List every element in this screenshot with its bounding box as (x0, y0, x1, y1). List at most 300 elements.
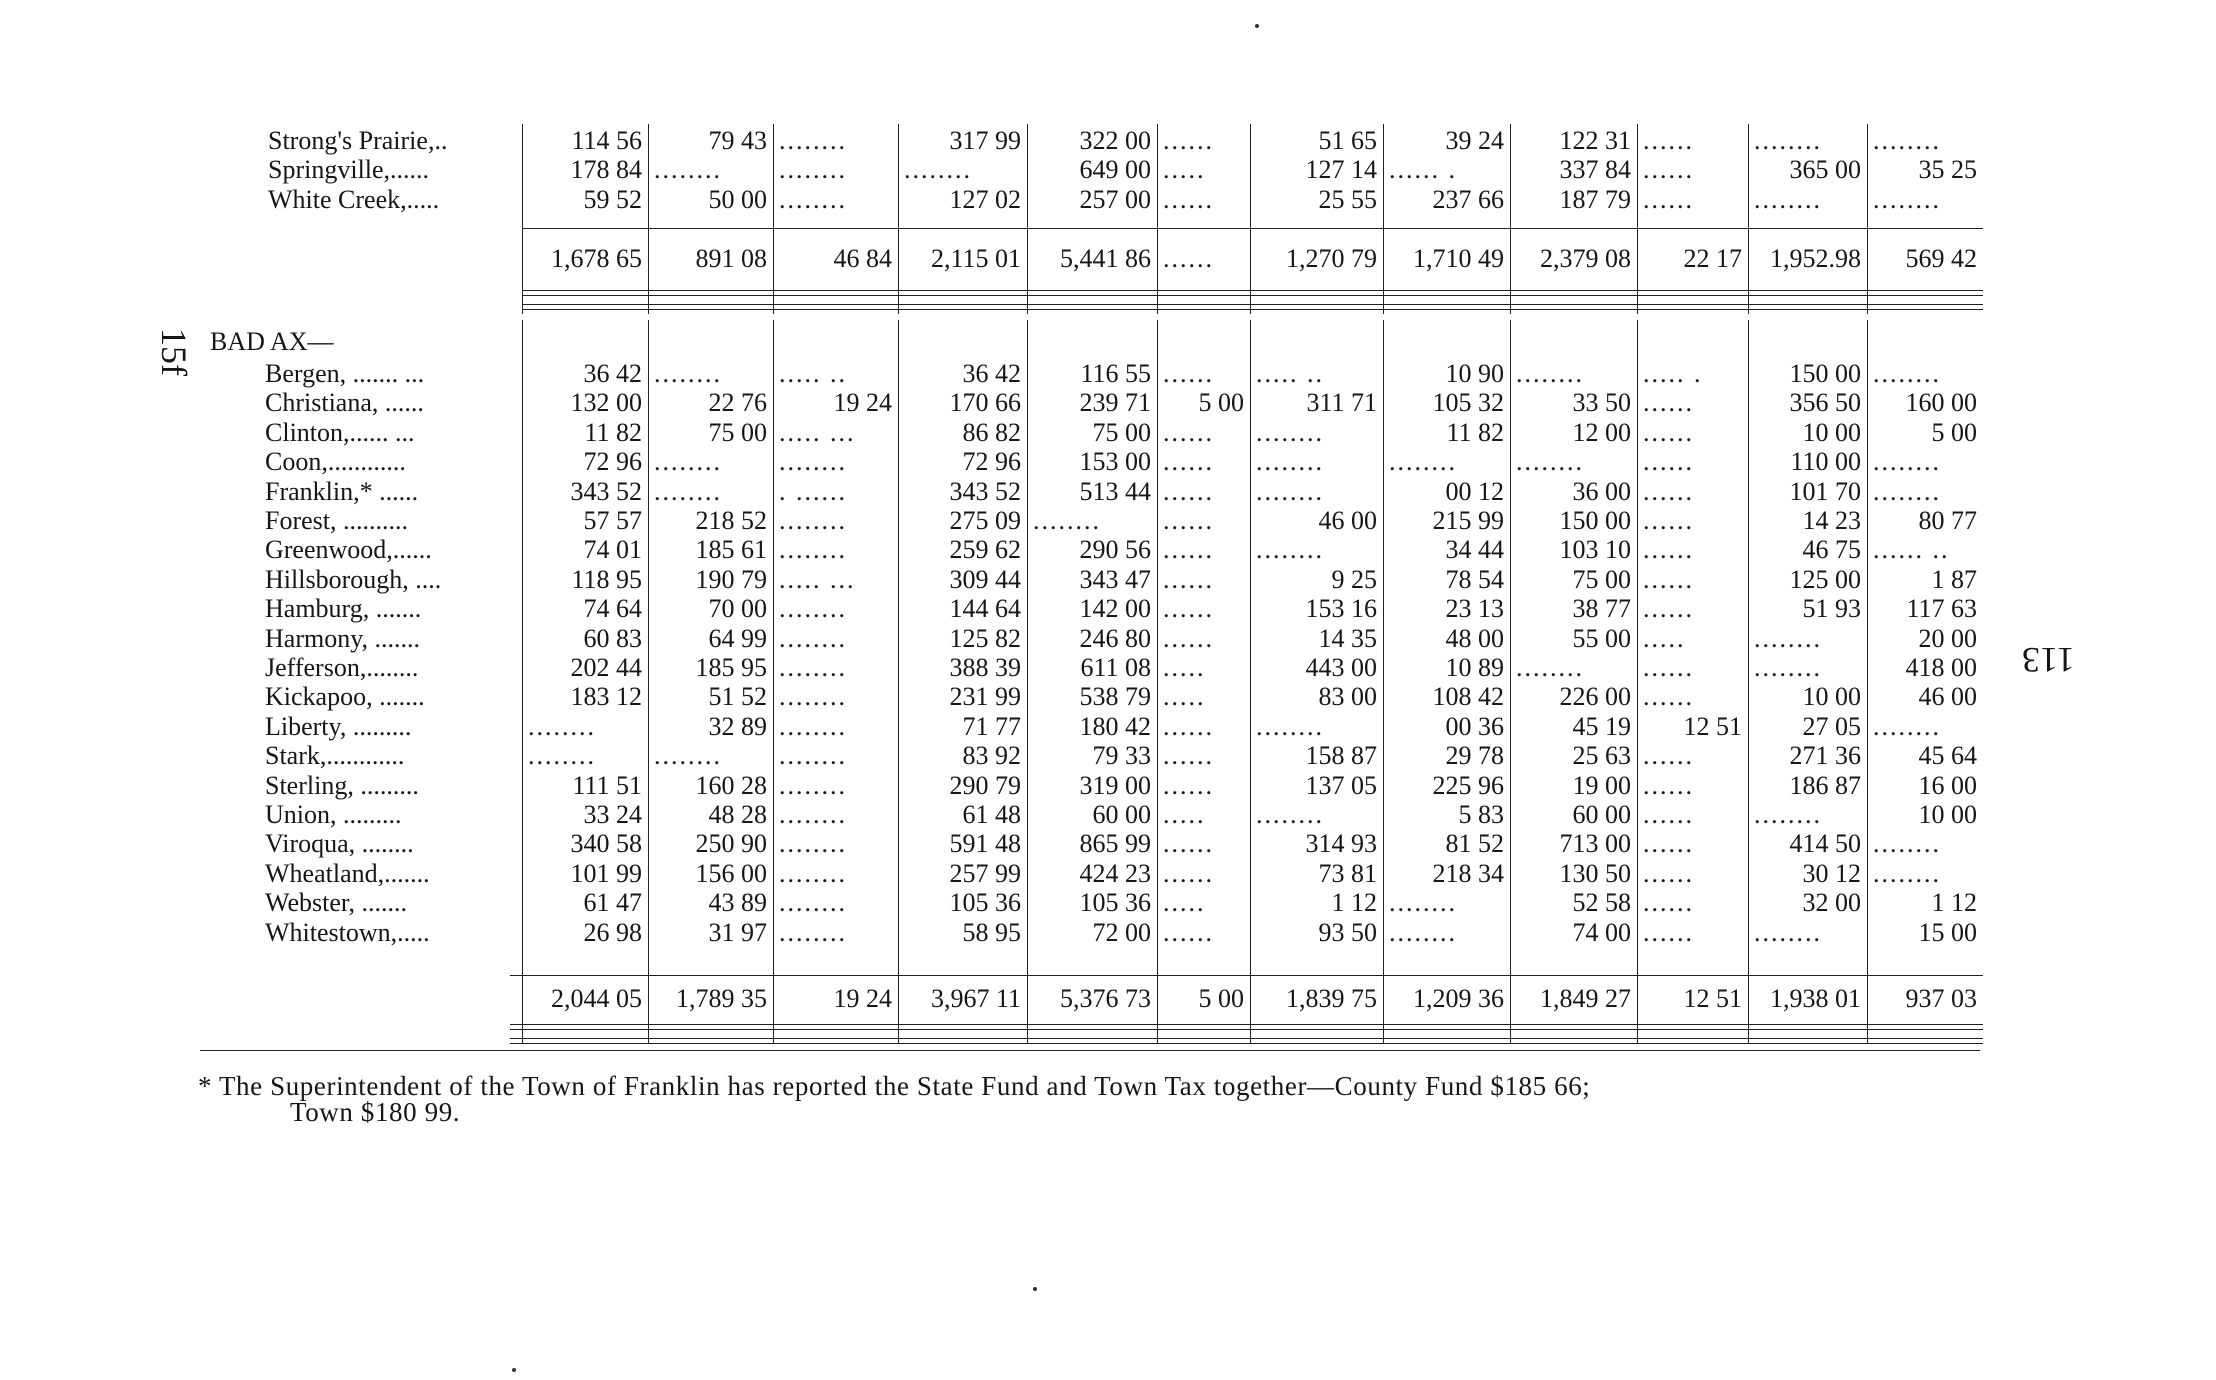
table-cell: ........ (1033, 506, 1101, 535)
table-cell: ........ (528, 711, 596, 741)
table-cell: ...... (1163, 535, 1214, 565)
table-cell: ...... (1163, 770, 1214, 800)
table-cell: 418 00 (1905, 653, 1977, 682)
table-cell: 443 00 (1305, 653, 1377, 682)
table-cell: 538 79 (1079, 682, 1151, 712)
town-name: Coon,............ (265, 447, 406, 477)
column-rule (1867, 320, 1868, 1044)
table-cell: ...... (1643, 888, 1694, 918)
table-cell: ........ (1754, 623, 1822, 653)
table-cell: ........ (1256, 711, 1324, 741)
table-cell: ........ (779, 447, 847, 477)
table-cell: 61 48 (962, 800, 1021, 829)
print-speck (1033, 1287, 1037, 1291)
column-rule (1637, 124, 1638, 314)
table-cell: ...... (1163, 184, 1214, 214)
column-rule (1250, 320, 1251, 1044)
table-cell: 00 12 (1445, 476, 1504, 506)
table-cell: 75 00 (1092, 417, 1151, 447)
table-cell: 32 89 (708, 711, 767, 741)
double-rule (510, 1038, 1983, 1044)
table-cell: 33 50 (1572, 388, 1631, 418)
table-cell: 58 95 (962, 917, 1021, 947)
table-cell: ........ (1754, 184, 1822, 214)
column-rule (1383, 124, 1384, 314)
double-rule (522, 304, 1983, 310)
table-cell: ........ (779, 770, 847, 800)
table-cell: 19 24 (833, 388, 892, 418)
table-cell: ..... (1643, 623, 1686, 653)
table-cell: 343 52 (949, 476, 1021, 506)
table-cell: 343 52 (570, 476, 642, 506)
table-cell: 185 95 (695, 653, 767, 682)
table-cell: 187 79 (1559, 184, 1631, 214)
table-cell: ...... (1163, 917, 1214, 947)
column-rule (1510, 320, 1511, 1044)
table-cell: ........ (1516, 359, 1584, 388)
table-cell: 46 75 (1802, 535, 1861, 565)
column-rule (1748, 124, 1749, 314)
town-name: Harmony, ....... (265, 623, 421, 653)
table-cell: 271 36 (1789, 741, 1861, 771)
table-cell: ........ (779, 126, 847, 155)
town-name: Liberty, ......... (265, 711, 412, 741)
table-cell: ........ (1256, 417, 1324, 447)
table-cell: ........ (654, 447, 722, 477)
table-cell: ........ (1873, 476, 1941, 506)
table-cell: 5 00 (1198, 388, 1244, 418)
total-cell: 1,789 35 (676, 984, 767, 1013)
table-cell: 11 82 (1446, 417, 1504, 447)
table-cell: 114 56 (571, 126, 642, 155)
table-cell: 183 12 (570, 682, 642, 712)
table-cell: ...... .. (1873, 535, 1950, 565)
table-cell: 79 33 (1092, 741, 1151, 771)
table-cell: ..... (1163, 653, 1206, 682)
table-cell: 36 42 (962, 359, 1021, 388)
table-cell: ..... (1163, 888, 1206, 918)
table-cell: 60 00 (1092, 800, 1151, 829)
column-rule (648, 124, 649, 314)
table-cell: 340 58 (570, 829, 642, 859)
table-cell: 649 00 (1079, 155, 1151, 185)
table-cell: 186 87 (1789, 770, 1861, 800)
column-rule (522, 124, 523, 314)
total-cell: 46 84 (833, 244, 892, 273)
total-cell: 1,839 75 (1286, 984, 1377, 1013)
column-rule (1383, 320, 1384, 1044)
table-cell: 322 00 (1079, 126, 1151, 155)
table-cell: ...... (1643, 682, 1694, 712)
double-rule (522, 290, 1983, 296)
table-cell: 22 76 (708, 388, 767, 418)
table-cell: 513 44 (1079, 476, 1151, 506)
total-cell: 5,441 86 (1060, 244, 1151, 273)
total-cell: 2,044 05 (551, 984, 642, 1013)
town-name: Springville,...... (268, 155, 430, 185)
print-speck (512, 1368, 516, 1372)
table-cell: 713 00 (1559, 829, 1631, 859)
table-cell: ........ (1389, 888, 1457, 918)
table-cell: 160 00 (1905, 388, 1977, 418)
table-cell: ........ (779, 682, 847, 712)
county-heading: BAD AX— (210, 327, 334, 356)
table-cell: 144 64 (949, 594, 1021, 624)
table-cell: ........ (654, 476, 722, 506)
table-cell: 202 44 (570, 653, 642, 682)
table-cell: 33 24 (583, 800, 642, 829)
table-cell: ...... (1163, 359, 1214, 388)
table-cell: 70 00 (708, 594, 767, 624)
table-cell: 81 52 (1445, 829, 1504, 859)
table-cell: 5 83 (1458, 800, 1504, 829)
table-cell: ........ (1256, 476, 1324, 506)
total-cell: 1,938 01 (1770, 984, 1861, 1013)
table-cell: 125 00 (1789, 564, 1861, 594)
table-cell: 74 01 (583, 535, 642, 565)
table-cell: 237 66 (1432, 184, 1504, 214)
table-cell: 1 87 (1931, 564, 1977, 594)
table-cell: 32 00 (1802, 888, 1861, 918)
table-cell: ........ (1873, 126, 1941, 155)
table-cell: 26 98 (583, 917, 642, 947)
column-rule (1510, 124, 1511, 314)
table-cell: 125 82 (949, 623, 1021, 653)
table-cell: ........ (779, 623, 847, 653)
table-cell: ..... ... (779, 564, 856, 594)
table-cell: 110 00 (1790, 447, 1861, 477)
table-cell: 74 64 (583, 594, 642, 624)
table-cell: 231 99 (949, 682, 1021, 712)
table-cell: 75 00 (1572, 564, 1631, 594)
table-cell: 10 90 (1445, 359, 1504, 388)
town-name: Strong's Prairie,.. (268, 126, 448, 155)
table-cell: 75 00 (708, 417, 767, 447)
table-cell: ...... (1643, 447, 1694, 477)
table-cell: ...... . (1389, 155, 1457, 185)
table-cell: ........ (779, 888, 847, 918)
table-cell: 57 57 (583, 506, 642, 535)
town-name: Bergen, ....... ... (265, 359, 425, 388)
total-cell: 1,678 65 (551, 244, 642, 273)
table-cell: ..... (1163, 800, 1206, 829)
table-cell: 12 51 (1683, 711, 1742, 741)
table-cell: 78 54 (1445, 564, 1504, 594)
column-rule (773, 320, 774, 1044)
table-cell: 118 95 (571, 564, 642, 594)
table-cell: ..... .. (779, 359, 847, 388)
table-cell: 1 12 (1331, 888, 1377, 918)
table-cell: 15 00 (1918, 917, 1977, 947)
table-cell: ........ (1754, 800, 1822, 829)
footnote-rule (200, 1050, 1980, 1051)
table-cell: 156 00 (695, 858, 767, 888)
table-cell: 337 84 (1559, 155, 1631, 185)
left-margin-page-number: 15f (154, 328, 194, 376)
table-cell: 16 00 (1918, 770, 1977, 800)
column-rule (1027, 320, 1028, 1044)
table-cell: 1 12 (1931, 888, 1977, 918)
table-cell: ...... (1643, 594, 1694, 624)
table-cell: 46 00 (1318, 506, 1377, 535)
table-cell: ........ (779, 535, 847, 565)
table-cell: ...... (1643, 126, 1694, 155)
table-cell: 122 31 (1559, 126, 1631, 155)
table-cell: ...... (1643, 829, 1694, 859)
column-rule (522, 320, 523, 1044)
total-cell: 5 00 (1198, 984, 1244, 1013)
table-cell: 27 05 (1802, 711, 1861, 741)
table-cell: 74 00 (1572, 917, 1631, 947)
table-cell: ..... .. (1256, 359, 1324, 388)
table-cell: ...... (1163, 829, 1214, 859)
table-cell: 31 97 (708, 917, 767, 947)
table-cell: 153 16 (1305, 594, 1377, 624)
table-cell: 246 80 (1079, 623, 1151, 653)
table-cell: ........ (654, 155, 722, 185)
table-cell: 52 58 (1572, 888, 1631, 918)
table-cell: ........ (779, 506, 847, 535)
table-cell: ........ (779, 594, 847, 624)
table-cell: 317 99 (949, 126, 1021, 155)
table-cell: ........ (779, 155, 847, 185)
table-cell: ........ (1256, 447, 1324, 477)
table-cell: ........ (1873, 447, 1941, 477)
table-cell: 127 14 (1305, 155, 1377, 185)
table-cell: 60 83 (583, 623, 642, 653)
table-cell: ........ (1873, 711, 1941, 741)
table-cell: ........ (1873, 858, 1941, 888)
table-cell: 19 00 (1572, 770, 1631, 800)
table-cell: 39 24 (1445, 126, 1504, 155)
town-name: Christiana, ...... (265, 388, 424, 418)
table-cell: ........ (1873, 184, 1941, 214)
total-cell: 569 42 (1905, 244, 1977, 273)
table-cell: 10 00 (1918, 800, 1977, 829)
table-cell: 23 13 (1445, 594, 1504, 624)
total-cell: 1,952.98 (1770, 244, 1861, 273)
table-cell: 51 65 (1318, 126, 1377, 155)
total-cell: 1,270 79 (1286, 244, 1377, 273)
table-cell: 158 87 (1305, 741, 1377, 771)
table-cell: 356 50 (1789, 388, 1861, 418)
total-cell: 2,379 08 (1540, 244, 1631, 273)
table-cell: 50 00 (708, 184, 767, 214)
column-rule (773, 124, 774, 314)
table-cell: 257 99 (949, 858, 1021, 888)
table-cell: ........ (904, 155, 972, 185)
table-cell: ........ (779, 653, 847, 682)
town-name: Webster, ....... (265, 888, 407, 918)
table-cell: 388 39 (949, 653, 1021, 682)
table-cell: 30 12 (1802, 858, 1861, 888)
table-cell: ...... (1163, 476, 1214, 506)
table-cell: ...... (1163, 858, 1214, 888)
table-cell: ........ (779, 711, 847, 741)
table-cell: 153 00 (1079, 447, 1151, 477)
table-cell: 311 71 (1306, 388, 1377, 418)
table-cell: ..... (1163, 155, 1206, 185)
table-cell: 14 35 (1318, 623, 1377, 653)
table-cell: 365 00 (1789, 155, 1861, 185)
table-cell: 127 02 (949, 184, 1021, 214)
table-cell: 10 89 (1445, 653, 1504, 682)
table-cell: 215 99 (1432, 506, 1504, 535)
right-margin-page-number: 113 (2022, 640, 2075, 680)
table-cell: ........ (779, 829, 847, 859)
table-cell: ...... (1643, 535, 1694, 565)
table-cell: ...... (1163, 564, 1214, 594)
table-cell: ...... (1643, 770, 1694, 800)
table-cell: 160 28 (695, 770, 767, 800)
total-cell: 19 24 (833, 984, 892, 1013)
town-name: Whitestown,..... (265, 917, 430, 947)
town-name: Stark,............ (265, 741, 405, 771)
table-cell: ........ (654, 359, 722, 388)
table-cell: ........ (1754, 917, 1822, 947)
town-name: Forest, .......... (265, 506, 408, 535)
table-cell: 9 25 (1331, 564, 1377, 594)
table-cell: ........ (528, 741, 596, 771)
table-cell: ........ (1873, 359, 1941, 388)
column-rule (1157, 320, 1158, 1044)
table-cell: 73 81 (1318, 858, 1377, 888)
table-cell: 226 00 (1559, 682, 1631, 712)
subtotal-rule (510, 975, 1983, 976)
table-cell: ...... (1643, 741, 1694, 771)
footnote-line-1: * The Superintendent of the Town of Franklin has reported the State Fund and Town Tax together—County Fund $185 66; (198, 1071, 1591, 1101)
town-name: Jefferson,........ (265, 653, 419, 682)
table-cell: 290 79 (949, 770, 1021, 800)
column-rule (1250, 124, 1251, 314)
town-name: Clinton,...... ... (265, 417, 415, 447)
table-cell: 64 99 (708, 623, 767, 653)
table-cell: . ...... (779, 476, 847, 506)
table-cell: ........ (1256, 800, 1324, 829)
table-cell: 72 96 (962, 447, 1021, 477)
table-cell: 190 79 (695, 564, 767, 594)
table-cell: 101 70 (1789, 476, 1861, 506)
table-cell: 130 50 (1559, 858, 1631, 888)
table-cell: 239 71 (1079, 388, 1151, 418)
table-cell: 59 52 (583, 184, 642, 214)
table-cell: ...... (1643, 388, 1694, 418)
table-cell: 36 00 (1572, 476, 1631, 506)
town-name: Hillsborough, .... (265, 564, 442, 594)
table-cell: 12 00 (1572, 417, 1631, 447)
total-cell: 1,209 36 (1413, 984, 1504, 1013)
table-cell: 83 00 (1318, 682, 1377, 712)
table-cell: 00 36 (1445, 711, 1504, 741)
table-cell: 225 96 (1432, 770, 1504, 800)
table-cell: ...... (1643, 564, 1694, 594)
town-name: Union, ......... (265, 800, 402, 829)
town-name: Sterling, ......... (265, 770, 419, 800)
table-cell: 83 92 (962, 741, 1021, 771)
table-cell: 25 63 (1572, 741, 1631, 771)
column-rule (898, 124, 899, 314)
column-rule (1027, 124, 1028, 314)
table-cell: 180 42 (1079, 711, 1151, 741)
table-cell: ........ (1516, 447, 1584, 477)
table-cell: 46 00 (1918, 682, 1977, 712)
table-cell: 43 89 (708, 888, 767, 918)
table-cell: ........ (779, 858, 847, 888)
table-cell: ........ (1873, 829, 1941, 859)
table-cell: 105 36 (949, 888, 1021, 918)
table-cell: ...... (1643, 653, 1694, 682)
total-cell: 12 51 (1683, 984, 1742, 1013)
table-cell: ........ (779, 917, 847, 947)
table-cell: 185 61 (695, 535, 767, 565)
table-cell: ...... (1643, 184, 1694, 214)
table-cell: 86 82 (962, 417, 1021, 447)
table-cell: ........ (654, 741, 722, 771)
table-cell: 14 23 (1802, 506, 1861, 535)
table-cell: 20 00 (1918, 623, 1977, 653)
table-cell: ...... (1643, 417, 1694, 447)
table-cell: ...... (1643, 155, 1694, 185)
town-name: Wheatland,....... (265, 858, 430, 888)
total-cell: 891 08 (695, 244, 767, 273)
table-cell: 250 90 (695, 829, 767, 859)
table-cell: 865 99 (1079, 829, 1151, 859)
town-name: Hamburg, ....... (265, 594, 422, 624)
table-cell: 61 47 (583, 888, 642, 918)
table-cell: 79 43 (708, 126, 767, 155)
table-cell: ...... (1163, 711, 1214, 741)
table-cell: 105 32 (1432, 388, 1504, 418)
table-cell: 178 84 (570, 155, 642, 185)
total-cell: 937 03 (1905, 984, 1977, 1013)
table-cell: 111 51 (572, 770, 642, 800)
table-cell: 36 42 (583, 359, 642, 388)
table-cell: ...... (1163, 126, 1214, 155)
table-cell: ........ (1389, 447, 1457, 477)
total-cell: 1,710 49 (1413, 244, 1504, 273)
table-cell: 257 00 (1079, 184, 1151, 214)
table-cell: 611 08 (1080, 653, 1151, 682)
table-cell: 10 00 (1802, 417, 1861, 447)
table-cell: 132 00 (570, 388, 642, 418)
table-cell: 11 82 (584, 417, 642, 447)
table-cell: ...... (1643, 800, 1694, 829)
table-cell: 343 47 (1079, 564, 1151, 594)
total-cell: 3,967 11 (930, 984, 1021, 1013)
table-cell: 55 00 (1572, 623, 1631, 653)
table-cell: 170 66 (949, 388, 1021, 418)
table-cell: ........ (1256, 535, 1324, 565)
column-rule (1748, 320, 1749, 1044)
table-cell: ...... (1643, 476, 1694, 506)
table-cell: ...... (1643, 858, 1694, 888)
table-cell: 309 44 (949, 564, 1021, 594)
table-cell: ...... (1163, 417, 1214, 447)
table-cell: 218 52 (695, 506, 767, 535)
table-cell: 116 55 (1080, 359, 1151, 388)
table-cell: 150 00 (1559, 506, 1631, 535)
table-cell: 93 50 (1318, 917, 1377, 947)
table-cell: 71 77 (962, 711, 1021, 741)
town-name: Greenwood,...... (265, 535, 432, 565)
table-cell: ...... (1163, 506, 1214, 535)
town-name: Franklin,* ...... (265, 476, 419, 506)
total-cell: 5,376 73 (1060, 984, 1151, 1013)
table-cell: 29 78 (1445, 741, 1504, 771)
table-cell: ........ (1516, 653, 1584, 682)
table-cell: 108 42 (1432, 682, 1504, 712)
table-cell: 45 19 (1572, 711, 1631, 741)
